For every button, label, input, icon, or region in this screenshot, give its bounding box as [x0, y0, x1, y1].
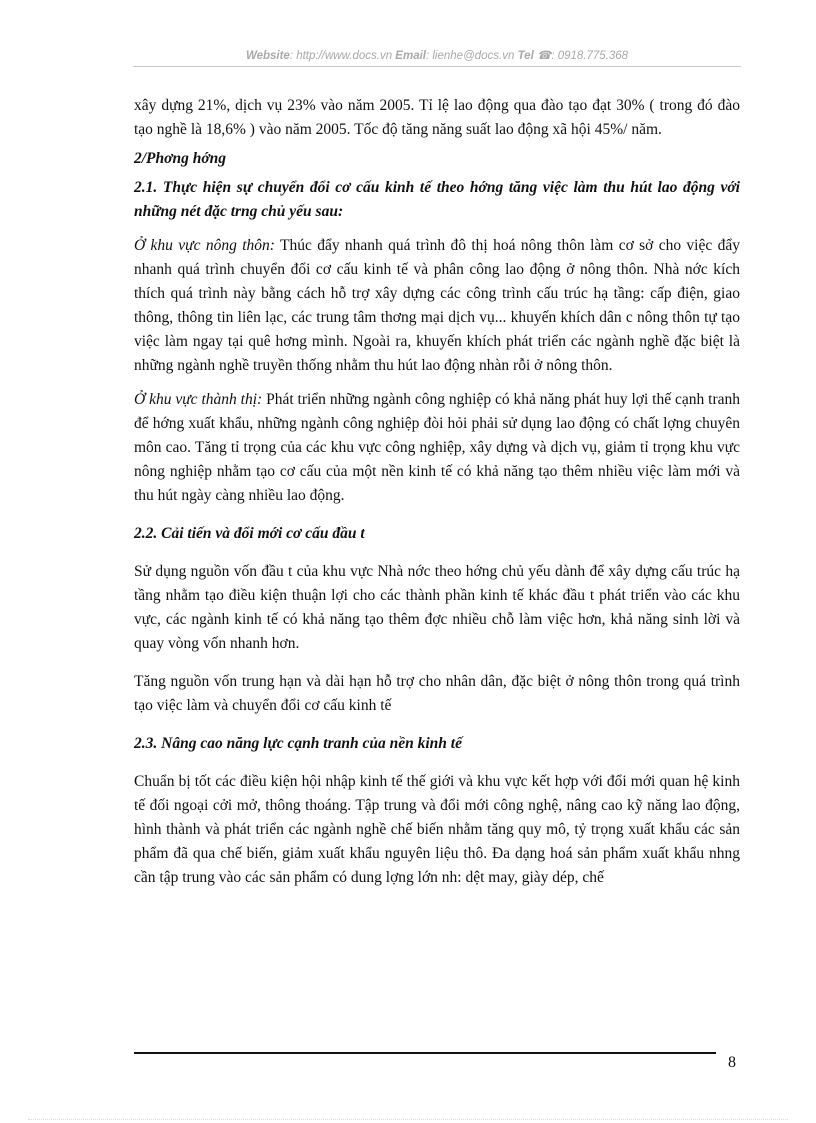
lead-thanh-thi: Ở khu vực thành thị:	[134, 391, 263, 408]
text-nong-thon: Thúc đẩy nhanh quá trình đô thị hoá nông thôn làm cơ sở cho việc đẩy nhanh quá trình chuyển đổi cơ cấu kinh tế và phân công lao động ở nông thôn. Nhà nớc kích thích quá trình này bằng cách hỗ trợ xây dựng các công trình cấu trúc hạ tầng: cấp điện, giao thông, thông tin liên lạc, các trung tâm thơng mại dịch vụ... khuyến khích dân c nông thôn tự tạo việc làm ngay tại quê hơng mình. Ngoài ra, khuyến khích phát triển các ngành nghề đặc biệt là những ngành nghề truyền thống nhằm thu hút lao động nhàn rỗi ở nông thôn.	[134, 237, 740, 374]
paragraph-2-2-b: Tăng nguồn vốn trung hạn và dài hạn hỗ trợ cho nhân dân, đặc biệt ở nông thôn trong quá trình tạo việc làm và chuyển đổi cơ cấu kinh tế	[134, 673, 740, 714]
paragraph-2-2-a: Sử dụng nguồn vốn đầu t của khu vực Nhà nớc theo hớng chủ yếu dành để xây dựng cấu trúc hạ tầng nhằm tạo điều kiện thuận lợi cho các thành phần kinh tế khác đầu t phát triển vào các khu vực, các ngành kinh tế có khả năng tạo thêm đợc nhiều chỗ làm việc hơn, khả năng sinh lời và quay vòng vốn nhanh hơn.	[134, 563, 740, 652]
page-number: 8	[728, 1054, 736, 1071]
header-rule	[133, 66, 741, 67]
tel-value: : 0918.775.368	[551, 50, 629, 62]
page-edge-dots	[28, 1119, 788, 1120]
email-label: Email	[395, 50, 426, 62]
heading-2-3: 2.3. Nâng cao năng lực cạnh tranh của nền kinh tế	[134, 735, 462, 752]
footer-rule	[134, 1052, 716, 1054]
heading-phuong-huong: 2/Phơng hớng	[134, 150, 227, 167]
tel-label: Tel	[517, 50, 534, 62]
website-value: : http://www.docs.vn	[289, 50, 393, 62]
paragraph-intro: xây dựng 21%, dịch vụ 23% vào năm 2005. Tỉ lệ lao động qua đào tạo đạt 30% ( trong đó đào tạo nghề là 18,6% ) vào năm 2005. Tốc độ tăng năng suất lao động xã hội 45%/ năm.	[134, 97, 740, 138]
document-body	[134, 94, 740, 890]
website-label: Website	[245, 50, 290, 62]
lead-nong-thon: Ở khu vực nông thôn:	[134, 237, 275, 254]
heading-2-1: 2.1. Thực hiện sự chuyển đổi cơ cấu kinh tế theo hớng tăng việc làm thu hút lao động với những nét đặc trng chủ yếu sau:	[134, 179, 740, 220]
paragraph-2-3: Chuẩn bị tốt các điều kiện hội nhập kinh tế thế giới và khu vực kết hợp với đổi mới quan hệ kinh tế đối ngoại cởi mở, thông thoáng. Tập trung và đổi mới công nghệ, nâng cao kỹ năng lao động, hình thành và phát triển các ngành nghề chế biến nhằm tăng quy mô, tỷ trọng xuất khẩu các sản phẩm đã qua chế biến, giảm xuất khẩu nguyên liệu thô. Đa dạng hoá sản phẩm xuất khẩu nhng cần tập trung vào các sản phẩm có dung lợng lớn nh: dệt may, giày dép, chế	[134, 773, 740, 886]
heading-2-2: 2.2. Cải tiến và đổi mới cơ cấu đầu t	[134, 525, 365, 542]
phone-icon: ☎	[536, 50, 552, 62]
paragraph-thanh-thi	[134, 388, 740, 508]
paragraph-nong-thon	[134, 234, 740, 378]
page-header	[133, 48, 741, 62]
text-thanh-thi: Phát triển những ngành công nghiệp có khả năng phát huy lợi thế cạnh tranh để hớng xuất khẩu, những ngành công nghiệp đòi hỏi phải sử dụng lao động có chất lợng chuyên môn cao. Tăng tỉ trọng của các khu vực công nghiệp, xây dựng và dịch vụ, giảm tỉ trọng khu vực nông nghiệp nhằm tạo cơ cấu của một nền kinh tế có khả năng tạo thêm nhiều việc làm mới và thu hút ngày càng nhiều lao động.	[134, 391, 741, 504]
email-value: : lienhe@docs.vn	[425, 50, 515, 62]
